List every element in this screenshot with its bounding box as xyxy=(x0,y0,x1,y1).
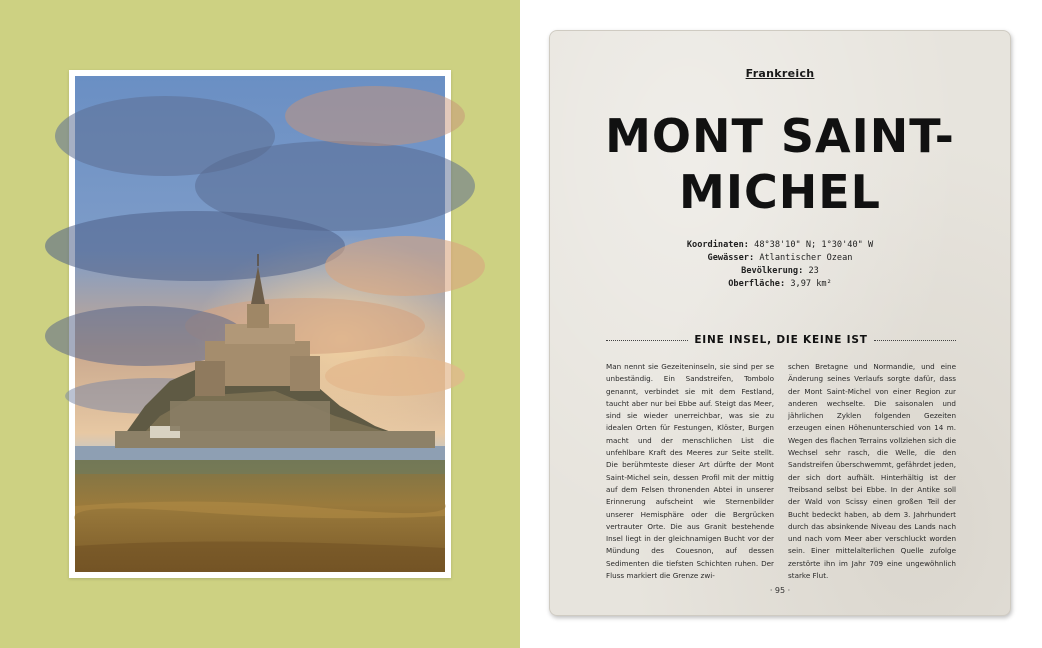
country-label: Frankreich xyxy=(745,67,815,80)
title-line-1: MONT SAINT- xyxy=(605,109,955,163)
page-number: · 95 · xyxy=(769,586,791,595)
left-page xyxy=(0,0,520,648)
page-title xyxy=(549,108,1011,220)
facts-block xyxy=(549,239,1011,291)
fact-population: Bevölkerung: 23 xyxy=(741,266,819,276)
body-column-left: Man nennt sie Gezeiteninseln, sie sind per se unbeständig. Ein Sandstreifen, Tombolo genannt, verbindet sie mit dem Festland, taucht aber nur bei Ebbe auf. Steigt das Meer, sind sie wieder unerreichbar, was sie zu idealen Orten für Festungen, Klöster, Burgen macht und der menschlichen List die unfehlbare Kraft des Meeres zur Seite stellt. Die berühmteste dieser Art dürfte der Mont Saint-Michel sein, dessen Profil mit der mittig auf dem Felsen thronenden Abtei in unserer Erinnerung aufscheint wie Sternenbilder unserer Hemisphäre oder die Bergrücken vertrauter Orte. Die aus Granit bestehende Insel liegt in der gleichnamigen Bucht vor der Mündung des Couesnon, auf dessen Sedimenten die tiefsten Schichten ruhen. Der Fluss markiert die Grenze zwi- xyxy=(606,362,774,581)
section-heading-text: EINE INSEL, DIE KEINE IST xyxy=(694,334,868,346)
title-line-2: MICHEL xyxy=(679,165,881,219)
right-page xyxy=(520,0,1042,648)
article-card xyxy=(549,30,1011,616)
dotted-rule-right xyxy=(874,340,956,341)
body-column-right: schen Bretagne und Normandie, und eine Änderung seines Verlaufs sorgte dafür, dass der Mont Saint-Michel von einer Region zur anderen wechselte. Die saisonalen und jährlichen Zyklen folgenden Gezeiten erzeugen einen Höhenunterschied von 14 m. Wegen des flachen Terrains vollziehen sich die Wechsel sehr rasch, die Welle, die den Sandstreifen überschwemmt, gefährdet jeden, der sich dort aufhält. Hinterhältig ist der Treibsand selbst bei Ebbe. In der Antike soll der Wald von Scissy einen großen Teil der Bucht bedeckt haben, ab dem 3. Jahrhundert durch das absinkende Niveau des Lands nach und nach vom Meer aber verschluckt worden sein. Einer mittelalterlichen Quelle zufolge zerstörte ihn im Jahr 709 eine ungewöhnlich starke Flut. xyxy=(788,362,956,581)
dotted-rule-left xyxy=(606,340,688,341)
fact-area: Oberfläche: 3,97 km² xyxy=(728,279,832,289)
mont-saint-michel-photo xyxy=(75,76,445,572)
section-heading xyxy=(606,332,956,348)
photo-frame xyxy=(69,70,451,578)
body-columns xyxy=(606,361,956,581)
fact-waters: Gewässer: Atlantischer Ozean xyxy=(707,253,853,263)
fact-coordinates: Koordinaten: 48°38'10" N; 1°30'40" W xyxy=(686,240,874,250)
